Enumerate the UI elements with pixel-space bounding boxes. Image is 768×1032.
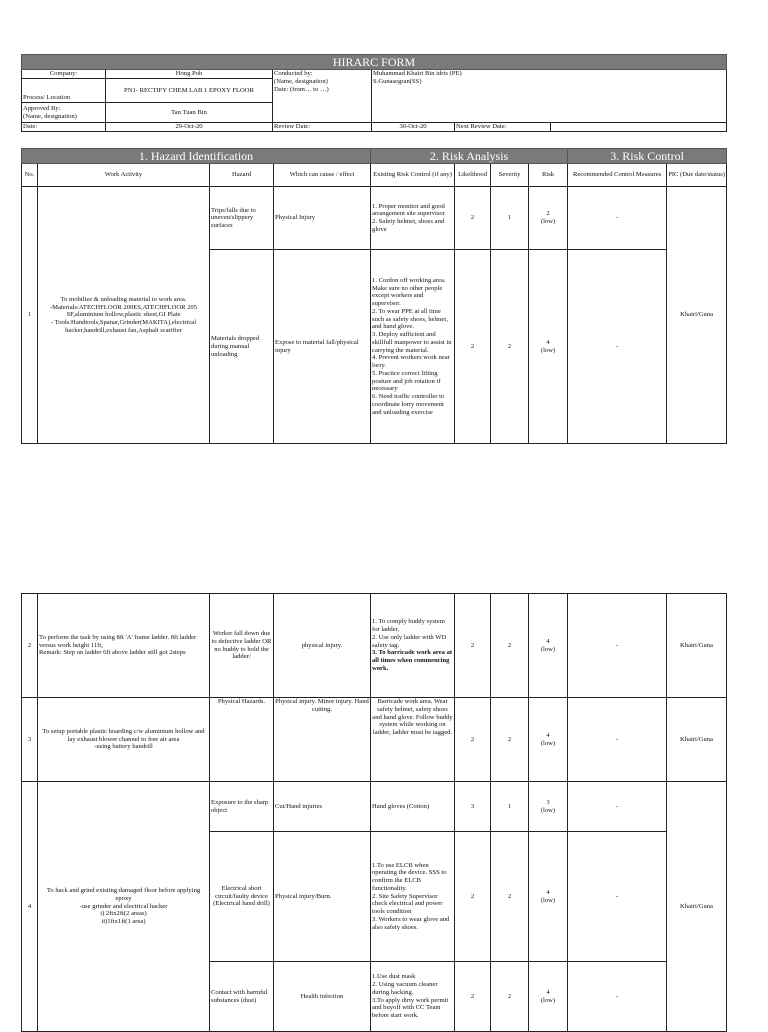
col-risk: Risk <box>529 164 568 187</box>
hazard-cell: Materials dropped during manual unloading <box>210 250 274 444</box>
col-effect: Which can cause / effect <box>274 164 371 187</box>
table-row <box>22 187 727 250</box>
section-hazard-identification: 1. Hazard Identification <box>22 149 371 164</box>
effect-cell: Expose to material fall/physical injury <box>274 250 371 444</box>
activity-no: 2 <box>22 594 38 698</box>
col-recommended: Recommended Control Measures <box>568 164 667 187</box>
recommended-cell: - <box>568 832 667 962</box>
hazard-cell: Contact with harmful substances (dust) <box>210 962 274 1032</box>
activity-no: 3 <box>22 698 38 782</box>
work-activity: To mobilize & unloading material to work area. -Materials:ATECHFLOOR 200ES,ATECHFLOOR 205 SF,aluminium hollow,plastic sheet,GI Plate - Tools:Handtools,Spanar,Grinder(MAKITA),electrical hacker,handrill,exhaust fan,Asphalt scarifier <box>38 187 210 444</box>
hazard-cell: Exposure to the sharp object <box>210 782 274 832</box>
existing-control-cell: Barricade work area. Wear safety helmet, safety shoes and hand glove. Follow buddy system while working on ladder, ladder must be tagged. <box>371 698 455 782</box>
severity-cell: 2 <box>491 698 529 782</box>
table-row <box>22 594 727 698</box>
date-label: Date: <box>22 123 106 132</box>
pic-cell: Khairi/Guna <box>667 594 727 698</box>
effect-cell: Physical Injury <box>274 187 371 250</box>
severity-cell: 2 <box>491 594 529 698</box>
likelihood-cell: 2 <box>455 250 491 444</box>
work-activity: To setup portable plastic hoarding c/w aluminium hollow and lay exhaust blower channel to free air area -using battery handrill <box>38 698 210 782</box>
severity-cell: 2 <box>491 962 529 1032</box>
hirarc-header-table <box>21 54 727 132</box>
recommended-cell: - <box>568 698 667 782</box>
next-review-label: Next Review Date: <box>455 123 551 132</box>
form-title: HIRARC FORM <box>22 55 727 70</box>
recommended-cell: - <box>568 187 667 250</box>
col-hazard: Hazard <box>210 164 274 187</box>
effect-cell: Cut/Hand injuries <box>274 782 371 832</box>
effect-cell: physical injury. <box>274 594 371 698</box>
date-value: 29-Oct-20 <box>106 123 273 132</box>
severity-cell: 1 <box>491 187 529 250</box>
col-pic: PIC (Due date/status) <box>667 164 727 187</box>
approved-value: Tan Tuan Bin <box>106 103 273 123</box>
existing-control-bold-text: 3. To barricade work area at all times when commencing work. <box>372 649 453 672</box>
likelihood-cell: 2 <box>455 698 491 782</box>
review-date-value: 30-Oct-20 <box>372 123 455 132</box>
pic-cell: Khairi/Guna <box>667 698 727 782</box>
hazard-cell: Electrical short circuit/faulty device (Electrical hand drill) <box>210 832 274 962</box>
risk-cell: 2 (low) <box>529 187 568 250</box>
col-no: No. <box>22 164 38 187</box>
col-likelihood: Likelihood <box>455 164 491 187</box>
risk-cell: 4 (low) <box>529 698 568 782</box>
risk-cell: 3 (low) <box>529 782 568 832</box>
col-existing-control: Existing Risk Control (if any) <box>371 164 455 187</box>
risk-cell: 4 (low) <box>529 832 568 962</box>
conducted-label: Conducted by: (Name, designation) Date: (from… to …) <box>273 70 372 123</box>
work-activity: To perform the task by using 8ft 'A' frame ladder. 8ft ladder versus work height 11ft, Remark: Step on ladder 6ft above ladder still got 2steps <box>38 594 210 698</box>
col-work-activity: Work Activity <box>38 164 210 187</box>
hirarc-table-page-2 <box>21 593 727 1032</box>
activity-no: 1 <box>22 187 38 444</box>
hazard-cell: Worker fall down due to defective ladder OR no buddy to hold the ladder/ <box>210 594 274 698</box>
recommended-cell: - <box>568 250 667 444</box>
likelihood-cell: 3 <box>455 782 491 832</box>
existing-control-cell: 1.Use dust mask 2. Using vacuum cleaner during hacking. 3.To apply dirty work permit and buyoff with CC Team before start work. <box>371 962 455 1032</box>
likelihood-cell: 2 <box>455 832 491 962</box>
effect-cell: Physical injury. Minor injury. Hand cutting. <box>274 698 371 782</box>
effect-cell: Health infection <box>274 962 371 1032</box>
review-date-label: Review Date: <box>273 123 372 132</box>
risk-cell: 4 (low) <box>529 594 568 698</box>
severity-cell: 1 <box>491 782 529 832</box>
existing-control-cell: 1.To use ELCB when operating the device. SSS to confirm the ELCB functionality. 2. Site Safety Supervisor check electrical and power tools condition 3. Workers to wear glove and also safety shoes. <box>371 832 455 962</box>
pic-cell: Khairi/Guna <box>667 187 727 444</box>
work-activity: To hack and grind existing damaged floor before applying epoxy -use grinder and electrical hacker i) 2ftx2ft(2 areas) ii)1ftx1ft(1 area) <box>38 782 210 1032</box>
pic-cell: Khairi/Guna <box>667 782 727 1032</box>
col-severity: Severity <box>491 164 529 187</box>
next-review-value <box>551 123 727 132</box>
recommended-cell: - <box>568 782 667 832</box>
likelihood-cell: 2 <box>455 962 491 1032</box>
risk-cell: 4 (low) <box>529 250 568 444</box>
severity-cell: 2 <box>491 250 529 444</box>
existing-control-cell: 1. Proper monitor and good arrangement site supervisor 2. Safety helmet, shoes and glove <box>371 187 455 250</box>
existing-control-cell: Hand gloves (Cotton) <box>371 782 455 832</box>
section-risk-control: 3. Risk Control <box>568 149 727 164</box>
company-label: Company: <box>22 70 106 79</box>
effect-cell: Physical injury/Burn. <box>274 832 371 962</box>
likelihood-cell: 2 <box>455 187 491 250</box>
process-label: Process/ Location <box>22 79 106 103</box>
existing-control-text: 1. To comply buddy system for ladder. 2. Use only ladder with WD safety tag. <box>372 618 447 649</box>
severity-cell: 2 <box>491 832 529 962</box>
section-risk-analysis: 2. Risk Analysis <box>371 149 568 164</box>
hirarc-table-page-1 <box>21 148 727 444</box>
table-row <box>22 782 727 832</box>
company-value: Hong Poh <box>106 70 273 79</box>
conducted-value: Muhammad Khairi Bin idris (PE) S.Gunasegran(SS) <box>372 70 727 123</box>
approved-label: Approved By: (Name, designation) <box>22 103 106 123</box>
hazard-cell: Physical Hazards. <box>210 698 274 782</box>
likelihood-cell: 2 <box>455 594 491 698</box>
recommended-cell: - <box>568 962 667 1032</box>
activity-no: 4 <box>22 782 38 1032</box>
table-row <box>22 698 727 782</box>
risk-cell: 4 (low) <box>529 962 568 1032</box>
process-value: PN1- RECTIFY CHEM LAB 1 EPOXY FLOOR <box>106 79 273 103</box>
existing-control-cell <box>371 594 455 698</box>
hazard-cell: Trips/falls due to uneven/slippery surfaces <box>210 187 274 250</box>
existing-control-cell: 1. Cordon off working area. Make sure no other people except workers and supervisor. 2. To wear PPE at all time such as safety shoes, helmet, and hand glove. 3. Deploy sufficient and skillfull manpower to assist in carrying the material. 4. Prevent workers work near lorry. 5. Practice correct lifting posture and job rotation if necessary 6. Need traffic controller to coordinate lorry movement and unloading exercise <box>371 250 455 444</box>
recommended-cell: - <box>568 594 667 698</box>
